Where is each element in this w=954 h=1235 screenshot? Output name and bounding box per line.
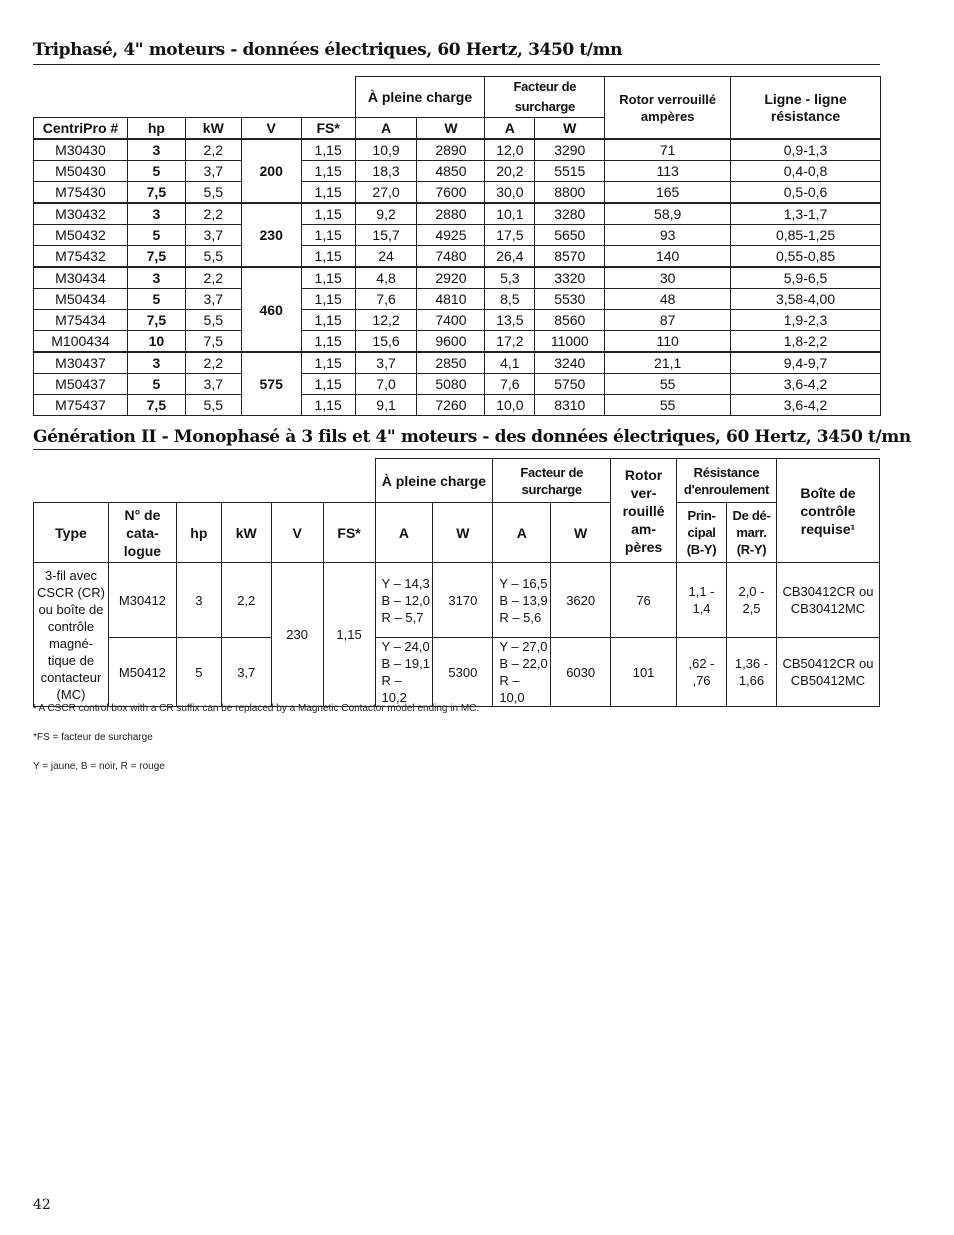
- cell-overload-watts: 11000: [535, 331, 605, 353]
- cell-model: M50432: [34, 225, 128, 246]
- table-row: [34, 289, 881, 310]
- cell-full-load-watts: 2850: [417, 352, 485, 374]
- cell-model: M30430: [34, 139, 128, 161]
- col-kw: kW: [185, 118, 241, 140]
- cell-line-resistance: 1,9-2,3: [731, 310, 881, 331]
- cell-overload-amps: 12,0: [485, 139, 535, 161]
- cell-fs: 1,15: [301, 225, 355, 246]
- cell-hp: 5: [127, 225, 185, 246]
- cell-hp: 5: [127, 374, 185, 395]
- col-start-winding: De dé-marr. (R-Y): [727, 503, 777, 563]
- cell-model: M30432: [34, 203, 128, 225]
- cell-full-load-watts: 2920: [417, 267, 485, 289]
- cell-fs: 1,15: [301, 182, 355, 204]
- table-row: [34, 638, 880, 707]
- cell-catalog: M50412: [108, 638, 176, 707]
- cell-kw: 7,5: [185, 331, 241, 353]
- cell-model: M100434: [34, 331, 128, 353]
- phase-current: Y – 14,3: [381, 575, 430, 591]
- cell-kw: 5,5: [185, 310, 241, 331]
- cell-full-load-amps: 24: [355, 246, 417, 268]
- cell-kw: 3,7: [185, 374, 241, 395]
- title-underline: [33, 449, 880, 450]
- cell-line-resistance: 0,5-0,6: [731, 182, 881, 204]
- cell-overload-watts: 5650: [535, 225, 605, 246]
- cell-hp: 7,5: [127, 395, 185, 416]
- footnote-control-box: ¹ A CSCR control box with a CR suffix can be replaced by a Magnetic Contactor model ending in MC.: [33, 703, 480, 714]
- cell-line-resistance: 3,6-4,2: [731, 395, 881, 416]
- cell-full-load-amps: 9,1: [355, 395, 417, 416]
- cell-main-winding: ,62 - ,76: [677, 638, 727, 707]
- cell-line-resistance: 1,3-1,7: [731, 203, 881, 225]
- cell-full-load-amps: 7,0: [355, 374, 417, 395]
- cell-overload-amps: 5,3: [485, 267, 535, 289]
- cell-fs: 1,15: [301, 374, 355, 395]
- cell-full-load-amps: 9,2: [355, 203, 417, 225]
- cell-full-load-amps: [375, 638, 433, 707]
- cell-fs: 1,15: [301, 289, 355, 310]
- col-overload-amps: A: [493, 503, 551, 563]
- cell-fs: 1,15: [301, 267, 355, 289]
- cell-full-load-watts: 9600: [417, 331, 485, 353]
- cell-locked-rotor: 93: [605, 225, 731, 246]
- phase-current: B – 22,0: [499, 656, 548, 671]
- table-row: [34, 395, 881, 416]
- cell-hp: 10: [127, 331, 185, 353]
- cell-fs: 1,15: [301, 203, 355, 225]
- cell-kw: 5,5: [185, 395, 241, 416]
- phase-current: Y – 16,5: [499, 575, 548, 591]
- table-row: [34, 246, 881, 268]
- cell-kw: 3,7: [185, 161, 241, 182]
- col-fs: FS*: [323, 503, 375, 563]
- cell-fs: 1,15: [301, 161, 355, 182]
- cell-model: M75434: [34, 310, 128, 331]
- cell-full-load-amps: 12,2: [355, 310, 417, 331]
- cell-full-load-watts: 5300: [433, 638, 493, 707]
- cell-fs: 1,15: [301, 139, 355, 161]
- cell-control-box: CB50412CR ou CB50412MC: [776, 638, 879, 707]
- cell-full-load-amps: 3,7: [355, 352, 417, 374]
- cell-locked-rotor: 110: [605, 331, 731, 353]
- cell-line-resistance: 0,4-0,8: [731, 161, 881, 182]
- cell-full-load-watts: 7260: [417, 395, 485, 416]
- phase-current: Y – 27,0: [499, 639, 548, 654]
- cell-overload-watts: 3290: [535, 139, 605, 161]
- cell-locked-rotor: 140: [605, 246, 731, 268]
- cell-line-resistance: 3,58-4,00: [731, 289, 881, 310]
- cell-full-load-amps: 15,6: [355, 331, 417, 353]
- cell-fs: 1,15: [301, 246, 355, 268]
- cell-overload-amps: 7,6: [485, 374, 535, 395]
- cell-overload-watts: 3240: [535, 352, 605, 374]
- cell-overload-amps: 17,2: [485, 331, 535, 353]
- cell-full-load-amps: 7,6: [355, 289, 417, 310]
- cell-hp: 7,5: [127, 182, 185, 204]
- header-control-box: Boîte de contrôle requise¹: [776, 459, 879, 563]
- cell-overload-amps: 10,1: [485, 203, 535, 225]
- footnote-fs: *FS = facteur de surcharge: [33, 732, 153, 743]
- cell-kw: 3,7: [221, 638, 271, 707]
- cell-full-load-watts: 4850: [417, 161, 485, 182]
- cell-kw: 2,2: [185, 139, 241, 161]
- cell-locked-rotor: 165: [605, 182, 731, 204]
- cell-full-load-watts: 7600: [417, 182, 485, 204]
- header-line-resistance: Ligne - ligne résistance: [731, 77, 881, 140]
- cell-locked-rotor: 55: [605, 374, 731, 395]
- phase-current: B – 12,0: [381, 592, 430, 608]
- cell-overload-amps: 26,4: [485, 246, 535, 268]
- cell-kw: 2,2: [221, 563, 271, 638]
- col-full-load-amps: A: [355, 118, 417, 140]
- cell-type: 3-fil avec CSCR (CR) ou boîte de contrôle magné-tique de contacteur (MC): [34, 563, 109, 707]
- col-voltage: V: [271, 503, 323, 563]
- table-row: [34, 310, 881, 331]
- cell-full-load-watts: 4810: [417, 289, 485, 310]
- cell-full-load-amps: 15,7: [355, 225, 417, 246]
- cell-overload-amps: 4,1: [485, 352, 535, 374]
- cell-line-resistance: 3,6-4,2: [731, 374, 881, 395]
- cell-full-load-amps: 4,8: [355, 267, 417, 289]
- table-row: [34, 267, 881, 289]
- cell-locked-rotor: 21,1: [605, 352, 731, 374]
- col-centripro: CentriPro #: [34, 118, 128, 140]
- cell-line-resistance: 1,8-2,2: [731, 331, 881, 353]
- cell-full-load-watts: 7400: [417, 310, 485, 331]
- single-phase-table: [33, 458, 880, 707]
- cell-full-load-watts: 4925: [417, 225, 485, 246]
- cell-full-load-amps: 18,3: [355, 161, 417, 182]
- cell-locked-rotor: 71: [605, 139, 731, 161]
- cell-model: M75432: [34, 246, 128, 268]
- cell-fs: 1,15: [301, 352, 355, 374]
- col-catalog: N° de cata-logue: [108, 503, 176, 563]
- cell-fs: 1,15: [323, 563, 375, 707]
- cell-model: M50434: [34, 289, 128, 310]
- cell-hp: 3: [176, 563, 221, 638]
- cell-overload-amps: [493, 638, 551, 707]
- cell-model: M75430: [34, 182, 128, 204]
- header-full-load: À pleine charge: [355, 77, 485, 118]
- table-row: [34, 225, 881, 246]
- three-phase-table: [33, 76, 881, 416]
- table-row: [34, 331, 881, 353]
- cell-locked-rotor: 101: [611, 638, 677, 707]
- cell-overload-amps: 30,0: [485, 182, 535, 204]
- cell-line-resistance: 9,4-9,7: [731, 352, 881, 374]
- cell-locked-rotor: 76: [611, 563, 677, 638]
- cell-overload-amps: 8,5: [485, 289, 535, 310]
- table-row: [34, 352, 881, 374]
- cell-overload-amps: 20,2: [485, 161, 535, 182]
- cell-kw: 2,2: [185, 267, 241, 289]
- header-full-load: À pleine charge: [375, 459, 493, 503]
- cell-overload-amps: [493, 563, 551, 638]
- phase-current: B – 13,9: [499, 592, 548, 608]
- cell-kw: 3,7: [185, 289, 241, 310]
- header-winding-resistance: Résistance d'enroulement: [677, 459, 777, 503]
- col-hp: hp: [127, 118, 185, 140]
- cell-locked-rotor: 87: [605, 310, 731, 331]
- phase-current: R – 5,6: [499, 609, 542, 625]
- cell-kw: 5,5: [185, 246, 241, 268]
- cell-line-resistance: 0,55-0,85: [731, 246, 881, 268]
- cell-overload-watts: 8800: [535, 182, 605, 204]
- header-locked-rotor: Rotor verrouillé ampères: [605, 77, 731, 140]
- cell-full-load-watts: 2880: [417, 203, 485, 225]
- cell-voltage: 460: [241, 267, 301, 352]
- cell-control-box: CB30412CR ou CB30412MC: [776, 563, 879, 638]
- cell-hp: 3: [127, 203, 185, 225]
- cell-line-resistance: 0,9-1,3: [731, 139, 881, 161]
- table-row: [34, 374, 881, 395]
- cell-voltage: 230: [241, 203, 301, 267]
- col-full-load-watts: W: [433, 503, 493, 563]
- table-row: [34, 139, 881, 161]
- cell-kw: 2,2: [185, 352, 241, 374]
- cell-overload-watts: 5530: [535, 289, 605, 310]
- cell-catalog: M30412: [108, 563, 176, 638]
- cell-start-winding: 1,36 - 1,66: [727, 638, 777, 707]
- cell-overload-watts: 6030: [551, 638, 611, 707]
- cell-voltage: 200: [241, 139, 301, 203]
- col-overload-watts: W: [551, 503, 611, 563]
- phase-current: R – 10,0: [499, 673, 525, 705]
- cell-hp: 7,5: [127, 310, 185, 331]
- table-row: [34, 563, 880, 638]
- cell-full-load-watts: 7480: [417, 246, 485, 268]
- cell-full-load-watts: 2890: [417, 139, 485, 161]
- cell-locked-rotor: 48: [605, 289, 731, 310]
- cell-hp: 5: [127, 289, 185, 310]
- cell-overload-watts: 8570: [535, 246, 605, 268]
- cell-overload-watts: 8560: [535, 310, 605, 331]
- col-full-load-watts: W: [417, 118, 485, 140]
- cell-line-resistance: 0,85-1,25: [731, 225, 881, 246]
- section-title-single-phase: Génération II - Monophasé à 3 fils et 4" moteurs - des données électriques, 60 Hertz, 3450 t/mn: [33, 427, 911, 447]
- table-row: [34, 161, 881, 182]
- cell-hp: 7,5: [127, 246, 185, 268]
- cell-overload-amps: 17,5: [485, 225, 535, 246]
- cell-start-winding: 2,0 - 2,5: [727, 563, 777, 638]
- table-row: [34, 203, 881, 225]
- cell-main-winding: 1,1 - 1,4: [677, 563, 727, 638]
- cell-model: M50437: [34, 374, 128, 395]
- cell-overload-watts: 8310: [535, 395, 605, 416]
- cell-model: M30434: [34, 267, 128, 289]
- cell-hp: 3: [127, 352, 185, 374]
- cell-fs: 1,15: [301, 310, 355, 331]
- col-main-winding: Prin-cipal (B-Y): [677, 503, 727, 563]
- cell-locked-rotor: 113: [605, 161, 731, 182]
- section-title-three-phase: Triphasé, 4" moteurs - données électriques, 60 Hertz, 3450 t/mn: [33, 40, 623, 60]
- page-number: 42: [33, 1197, 51, 1213]
- cell-overload-watts: 5750: [535, 374, 605, 395]
- col-overload-watts: W: [535, 118, 605, 140]
- cell-voltage: 230: [271, 563, 323, 707]
- cell-line-resistance: 5,9-6,5: [731, 267, 881, 289]
- cell-full-load-amps: 10,9: [355, 139, 417, 161]
- cell-voltage: 575: [241, 352, 301, 416]
- header-spacer: [34, 77, 356, 118]
- cell-locked-rotor: 55: [605, 395, 731, 416]
- phase-current: Y – 24,0: [381, 639, 430, 654]
- col-voltage: V: [241, 118, 301, 140]
- cell-locked-rotor: 58,9: [605, 203, 731, 225]
- col-overload-amps: A: [485, 118, 535, 140]
- cell-locked-rotor: 30: [605, 267, 731, 289]
- cell-hp: 3: [127, 267, 185, 289]
- header-overload: Facteur de surcharge: [485, 77, 605, 118]
- cell-overload-watts: 5515: [535, 161, 605, 182]
- cell-overload-watts: 3620: [551, 563, 611, 638]
- cell-hp: 5: [127, 161, 185, 182]
- cell-full-load-watts: 5080: [417, 374, 485, 395]
- title-underline: [33, 64, 880, 65]
- col-full-load-amps: A: [375, 503, 433, 563]
- header-locked-rotor: Rotor ver-rouillé am-pères: [611, 459, 677, 563]
- cell-fs: 1,15: [301, 331, 355, 353]
- col-type: Type: [34, 503, 109, 563]
- cell-full-load-watts: 3170: [433, 563, 493, 638]
- cell-full-load-amps: 27,0: [355, 182, 417, 204]
- phase-current: R – 5,7: [381, 609, 424, 625]
- cell-kw: 5,5: [185, 182, 241, 204]
- phase-current: R – 10,2: [381, 673, 407, 705]
- cell-kw: 2,2: [185, 203, 241, 225]
- cell-model: M75437: [34, 395, 128, 416]
- col-hp: hp: [176, 503, 221, 563]
- cell-overload-amps: 13,5: [485, 310, 535, 331]
- cell-hp: 5: [176, 638, 221, 707]
- phase-current: B – 19,1: [381, 656, 430, 671]
- cell-overload-watts: 3320: [535, 267, 605, 289]
- cell-overload-watts: 3280: [535, 203, 605, 225]
- col-kw: kW: [221, 503, 271, 563]
- table-row: [34, 182, 881, 204]
- col-fs: FS*: [301, 118, 355, 140]
- header-overload: Facteur de surcharge: [493, 459, 611, 503]
- cell-overload-amps: 10,0: [485, 395, 535, 416]
- cell-full-load-amps: [375, 563, 433, 638]
- cell-model: M50430: [34, 161, 128, 182]
- cell-hp: 3: [127, 139, 185, 161]
- header-spacer: [34, 459, 376, 503]
- cell-kw: 3,7: [185, 225, 241, 246]
- cell-model: M30437: [34, 352, 128, 374]
- cell-fs: 1,15: [301, 395, 355, 416]
- footnote-colors: Y = jaune, B = noir, R = rouge: [33, 761, 165, 772]
